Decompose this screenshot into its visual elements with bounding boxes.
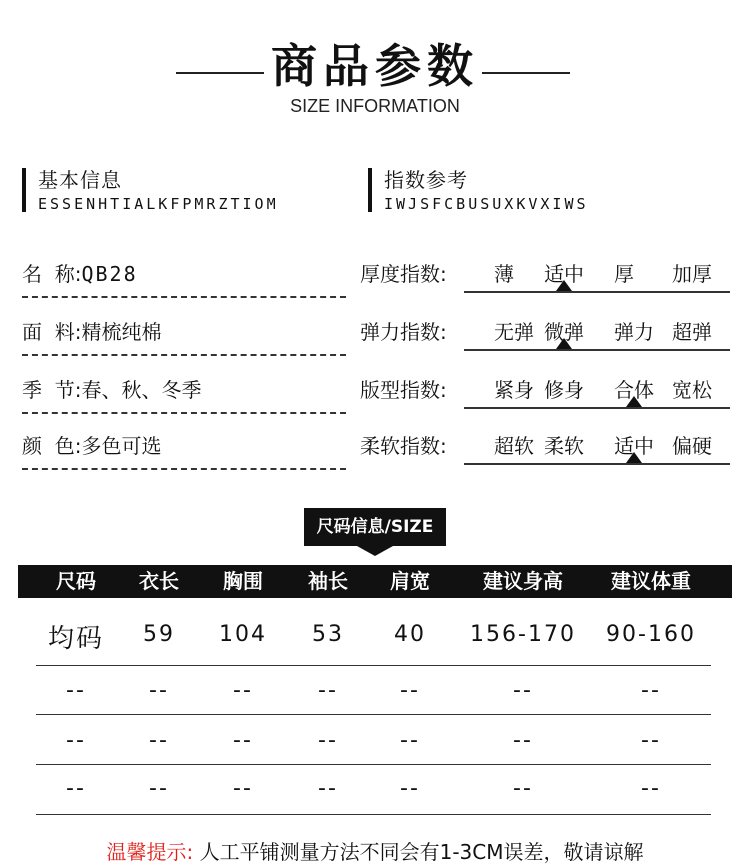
section-bar-basic bbox=[22, 168, 26, 212]
table-cell: -- bbox=[400, 728, 420, 753]
index-option: 超软 bbox=[494, 434, 534, 458]
section-bar-index bbox=[368, 168, 372, 212]
index-options bbox=[464, 316, 732, 346]
table-cell: -- bbox=[513, 728, 533, 753]
table-cell: 104 bbox=[219, 622, 267, 647]
table-row-divider bbox=[36, 665, 711, 666]
section-title-index: 指数参考 bbox=[384, 168, 468, 192]
table-cell: 均码 bbox=[47, 624, 104, 654]
column-header: 袖长 bbox=[308, 569, 348, 593]
table-cell: -- bbox=[233, 678, 253, 703]
index-label: 厚度指数: bbox=[360, 262, 447, 286]
table-cell: -- bbox=[641, 728, 661, 753]
index-scale-line bbox=[464, 349, 730, 351]
basic-info-row bbox=[22, 430, 346, 460]
table-cell: -- bbox=[641, 678, 661, 703]
dashed-divider bbox=[22, 296, 346, 298]
index-option: 超弹 bbox=[672, 320, 712, 344]
index-option: 合体 bbox=[614, 378, 654, 402]
index-option: 适中 bbox=[544, 262, 584, 286]
column-header: 胸围 bbox=[223, 569, 263, 593]
footer-note bbox=[0, 836, 750, 865]
index-label: 版型指数: bbox=[360, 378, 447, 402]
table-cell: -- bbox=[66, 678, 86, 703]
dashed-divider bbox=[22, 468, 346, 470]
table-cell: 156-170 bbox=[470, 622, 576, 647]
column-header: 衣长 bbox=[139, 569, 179, 593]
table-cell: -- bbox=[66, 728, 86, 753]
index-option: 宽松 bbox=[672, 378, 712, 402]
table-row-divider bbox=[36, 814, 711, 815]
section-subtitle-index: IWJSFCBUSUXKVXIWS bbox=[384, 195, 589, 213]
index-option: 修身 bbox=[544, 378, 584, 402]
table-cell: -- bbox=[149, 728, 169, 753]
table-cell: 40 bbox=[394, 622, 426, 647]
size-tag-pointer bbox=[357, 546, 393, 556]
basic-info-label: 季 节: bbox=[22, 378, 82, 402]
page-subtitle: SIZE INFORMATION bbox=[290, 96, 460, 116]
index-label: 柔软指数: bbox=[360, 434, 447, 458]
basic-info-value: QB28 bbox=[81, 262, 138, 286]
index-option: 偏硬 bbox=[672, 434, 712, 458]
size-table-header bbox=[18, 565, 732, 598]
table-cell: -- bbox=[318, 678, 338, 703]
column-header: 建议体重 bbox=[611, 569, 691, 593]
table-cell: -- bbox=[233, 728, 253, 753]
index-label: 弹力指数: bbox=[360, 320, 447, 344]
index-selected-marker bbox=[626, 452, 642, 463]
index-option: 柔软 bbox=[544, 434, 584, 458]
section-subtitle-basic: ESSENHTIALKFPMRZTIOM bbox=[38, 195, 279, 213]
basic-info-row bbox=[22, 258, 346, 288]
index-option: 适中 bbox=[614, 434, 654, 458]
basic-info-label: 面 料: bbox=[22, 320, 82, 344]
size-tag: 尺码信息/SIZE bbox=[304, 508, 446, 546]
table-cell: -- bbox=[318, 728, 338, 753]
table-cell: -- bbox=[641, 776, 661, 801]
table-row-divider bbox=[36, 714, 711, 715]
column-header: 肩宽 bbox=[390, 569, 430, 593]
index-selected-marker bbox=[626, 396, 642, 407]
index-option: 加厚 bbox=[672, 262, 712, 286]
table-cell: 53 bbox=[312, 622, 344, 647]
index-option: 薄 bbox=[494, 262, 514, 286]
dashed-divider bbox=[22, 354, 346, 356]
table-cell: -- bbox=[513, 678, 533, 703]
basic-info-value: 多色可选 bbox=[81, 434, 162, 458]
index-option: 无弹 bbox=[494, 320, 534, 344]
basic-info-value: 精梳纯棉 bbox=[81, 320, 162, 344]
table-cell: -- bbox=[318, 776, 338, 801]
table-cell: -- bbox=[149, 678, 169, 703]
page-title: 商品参数 bbox=[271, 39, 479, 93]
index-option: 弹力 bbox=[614, 320, 654, 344]
basic-info-label: 颜 色: bbox=[22, 434, 82, 458]
table-cell: -- bbox=[233, 776, 253, 801]
index-options bbox=[464, 430, 732, 460]
table-cell: -- bbox=[66, 776, 86, 801]
index-options bbox=[464, 258, 732, 288]
index-option: 微弹 bbox=[544, 320, 584, 344]
table-cell: 59 bbox=[143, 622, 175, 647]
table-cell: -- bbox=[149, 776, 169, 801]
table-cell: 90-160 bbox=[606, 622, 696, 647]
index-selected-marker bbox=[556, 338, 572, 349]
index-scale-line bbox=[464, 463, 730, 465]
basic-info-row bbox=[22, 316, 346, 346]
table-row-divider bbox=[36, 764, 711, 765]
index-scale-line bbox=[464, 291, 730, 293]
basic-info-label: 名 称: bbox=[22, 262, 82, 286]
basic-info-row bbox=[22, 374, 346, 404]
footer-warning: 温馨提示: bbox=[106, 840, 194, 864]
table-cell: -- bbox=[400, 776, 420, 801]
index-selected-marker bbox=[556, 280, 572, 291]
table-cell: -- bbox=[513, 776, 533, 801]
section-title-basic: 基本信息 bbox=[38, 168, 122, 192]
column-header: 尺码 bbox=[56, 569, 96, 593]
index-option: 紧身 bbox=[494, 378, 534, 402]
table-cell: -- bbox=[400, 678, 420, 703]
index-options bbox=[464, 374, 732, 404]
footer-text: 人工平铺测量方法不同会有1-3CM误差，敬请谅解 bbox=[199, 840, 644, 864]
index-option: 厚 bbox=[614, 262, 634, 286]
column-header: 建议身高 bbox=[483, 569, 563, 593]
basic-info-value: 春、秋、冬季 bbox=[81, 378, 202, 402]
dashed-divider bbox=[22, 412, 346, 414]
index-scale-line bbox=[464, 407, 730, 409]
